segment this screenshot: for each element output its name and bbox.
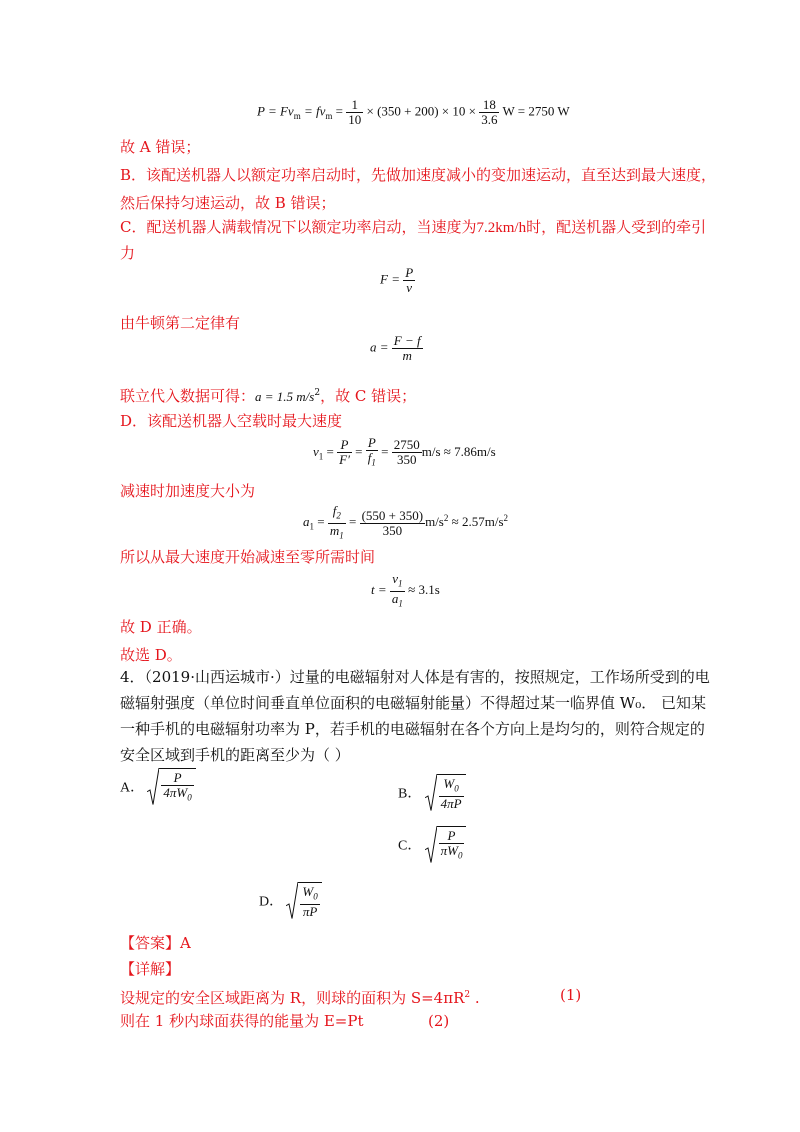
eq-text: f [367, 450, 372, 465]
eq-sub: 1 [339, 530, 344, 541]
equation-number: (2) [428, 1012, 450, 1030]
eq-sup: 2 [503, 512, 509, 523]
eq-sub: m [293, 111, 301, 122]
text-span: a = 1.5 m/s [255, 389, 315, 404]
fraction-num: 2750 [393, 437, 420, 453]
eq-text: = fv [300, 103, 326, 119]
eq-sub: 0 [313, 891, 318, 902]
equation-force [380, 266, 415, 295]
equation-time [371, 572, 440, 610]
text-span: C．配送机器人满载情况下以额定功率启动，当速度为 [120, 218, 477, 236]
question-line: 安全区域到手机的距离至少为（ ） [120, 746, 350, 764]
text-line: 故 A 错误； [120, 138, 201, 156]
text-span: 7.2km/h [476, 220, 527, 236]
sqrt [147, 768, 195, 805]
fraction-num: P [367, 435, 376, 450]
answer-label: 【答案】A [120, 934, 191, 952]
equation-power [257, 98, 570, 127]
eq-text: a = [370, 339, 392, 355]
option-label: A． [120, 780, 145, 796]
eq-text: a [303, 514, 310, 530]
text-line: D．该配送机器人空载时最大速度 [120, 412, 343, 430]
fraction [346, 98, 363, 127]
fraction-den: 3.6 [481, 112, 498, 127]
text-line: 所以从最大速度开始减速至零所需时间 [120, 548, 376, 566]
fraction-num [439, 777, 464, 796]
radical-sign-icon [425, 826, 437, 863]
eq-text: f [332, 503, 337, 518]
fraction-den [366, 450, 378, 470]
fraction [439, 829, 465, 863]
eq-text: F = [380, 271, 404, 287]
fraction-den: 4πP [440, 795, 462, 811]
fraction-num: P [340, 437, 349, 453]
option-label: C． [398, 838, 422, 854]
fraction-den: πP [300, 904, 319, 919]
radical-sign-icon [147, 768, 159, 805]
eq-text: W = 2750 W [499, 103, 570, 119]
fraction-num [300, 885, 319, 904]
text-span: 设规定的安全区域距离为 R，则球的面积为 S=4πR [120, 989, 465, 1007]
fraction-den: m [392, 348, 423, 363]
fraction-num: P [405, 265, 414, 280]
text-span: 联立代入数据可得： [120, 387, 256, 405]
eq-sup: 2 [464, 990, 471, 1000]
fraction-den: 350 [392, 452, 422, 467]
option-b [398, 774, 466, 811]
option-label: D． [259, 894, 284, 910]
text-line: B．该配送机器人以额定功率启动时，先做加速度减小的变加速运动，直至达到最大速度， [120, 166, 717, 184]
text-line [120, 982, 480, 1011]
fraction [337, 438, 352, 467]
fraction [392, 334, 423, 363]
eq-text: a [391, 590, 399, 606]
detail-label: 【详解】 [120, 960, 181, 978]
fraction [403, 266, 415, 295]
text-line: 由牛顿第二定律有 [120, 314, 241, 332]
eq-sub: 1 [309, 521, 314, 532]
eq-text: W [443, 776, 455, 791]
eq-text: 4πW [163, 785, 188, 800]
text-span: 时，配送机器人受到的牵引 [526, 218, 707, 236]
fraction [390, 572, 405, 610]
eq-text: v [313, 443, 319, 459]
eq-text: W [302, 884, 314, 899]
eq-text: = [332, 103, 347, 119]
equation-deceleration: $a_1$ = $\frac{f_2}{m_1}$ = $\frac{(550 + 350)}{350}$ $m/s^2 \approx 2.57m/s^2$ [303, 503, 509, 541]
option-a [120, 768, 196, 805]
eq-sub: 0 [454, 783, 459, 794]
eq-text: m/s ≈ 7.86m/s [421, 443, 496, 459]
eq-sub: 0 [457, 850, 463, 861]
fraction-den [161, 785, 193, 805]
text-line: 故 D 正确。 [120, 618, 202, 636]
eq-sub: 1 [318, 451, 324, 462]
fraction-den: 10 [348, 112, 362, 127]
text-span: （2019·山西运城市·）过量的电磁辐射对人体是有害的，按照规定，工作场所受到的电 [144, 668, 710, 686]
eq-sub: 1 [398, 598, 403, 609]
radical-sign-icon [425, 774, 437, 811]
eq-text: v [392, 571, 399, 586]
fraction [300, 885, 319, 919]
fraction [328, 504, 346, 542]
question-line: 磁辐射强度（单位时间垂直单位面积的电磁辐射能量）不得超过某一临界值 W₀． 已知某 [120, 694, 706, 712]
eq-sub: 1 [371, 457, 376, 468]
fraction-den: F′ [339, 452, 350, 468]
text-span: . [470, 989, 480, 1007]
sqrt [286, 882, 321, 919]
fraction-num [328, 504, 346, 523]
eq-text: P = Fv [257, 103, 294, 119]
eq-text: m/s [425, 514, 444, 530]
text-line: 减速时加速度大小为 [120, 482, 256, 500]
question-line [120, 664, 710, 690]
fraction-num: (550 + 350) [361, 507, 424, 523]
fraction-num: F − f [393, 333, 421, 348]
text-line: 然后保持匀速运动，故 B 错误； [120, 194, 336, 212]
fraction [392, 438, 422, 467]
fraction-den: v [403, 280, 415, 295]
fraction [360, 509, 426, 538]
question-line: 一种手机的电磁辐射功率为 P，若手机的电磁辐射在各个方向上是均匀的，则符合规定的 [120, 720, 705, 738]
fraction-num [390, 572, 405, 591]
eq-text: m [329, 522, 340, 538]
fraction-den [328, 523, 346, 543]
eq-text: ≈ 3.1s [404, 582, 440, 598]
eq-sup: 2 [314, 388, 321, 398]
fraction-num: 18 [482, 97, 496, 112]
text-line: 力 [120, 244, 136, 262]
fraction-num: P [173, 770, 182, 785]
eq-text: ≈ 2.57m/s [448, 514, 504, 530]
option-label: B． [398, 786, 422, 802]
fraction-num: 1 [351, 97, 358, 112]
option-d [259, 882, 322, 919]
eq-text: t = [371, 582, 390, 598]
eq-sup: 2 [443, 512, 449, 523]
fraction-den: 350 [360, 523, 426, 538]
text-span: ，故 C 错误； [320, 387, 417, 405]
eq-text: πW [440, 843, 458, 858]
equation-acceleration [370, 334, 423, 363]
text-line [120, 214, 706, 241]
fraction [161, 771, 193, 805]
eq-sub: 2 [336, 510, 341, 521]
radical-sign-icon [286, 882, 298, 919]
fraction-den [390, 591, 405, 611]
fraction [479, 98, 499, 127]
fraction [439, 777, 464, 811]
fraction [366, 436, 378, 470]
text-line [120, 380, 416, 410]
fraction-den [439, 843, 465, 863]
text-line: 故选 D。 [120, 646, 182, 664]
sqrt [425, 774, 466, 811]
eq-sub: 1 [398, 578, 403, 589]
equation-number: (1) [560, 986, 582, 1004]
eq-text: × (350 + 200) × 10 × [363, 103, 480, 119]
eq-sub: 0 [187, 792, 192, 803]
eq-sub: m [325, 111, 333, 122]
option-c [398, 826, 466, 863]
fraction-num: P [447, 828, 456, 843]
text-line: 则在 1 秒内球面获得的能量为 E=Pt [120, 1012, 364, 1030]
sqrt [425, 826, 467, 863]
question-number: 4． [120, 668, 145, 686]
equation-max-speed: $v_1$ = $\frac{P}{F'}$ = $\frac{P}{f_1}$ = $\frac{2750}{350}$ m/s ≈ 7.86m/s [313, 435, 496, 468]
